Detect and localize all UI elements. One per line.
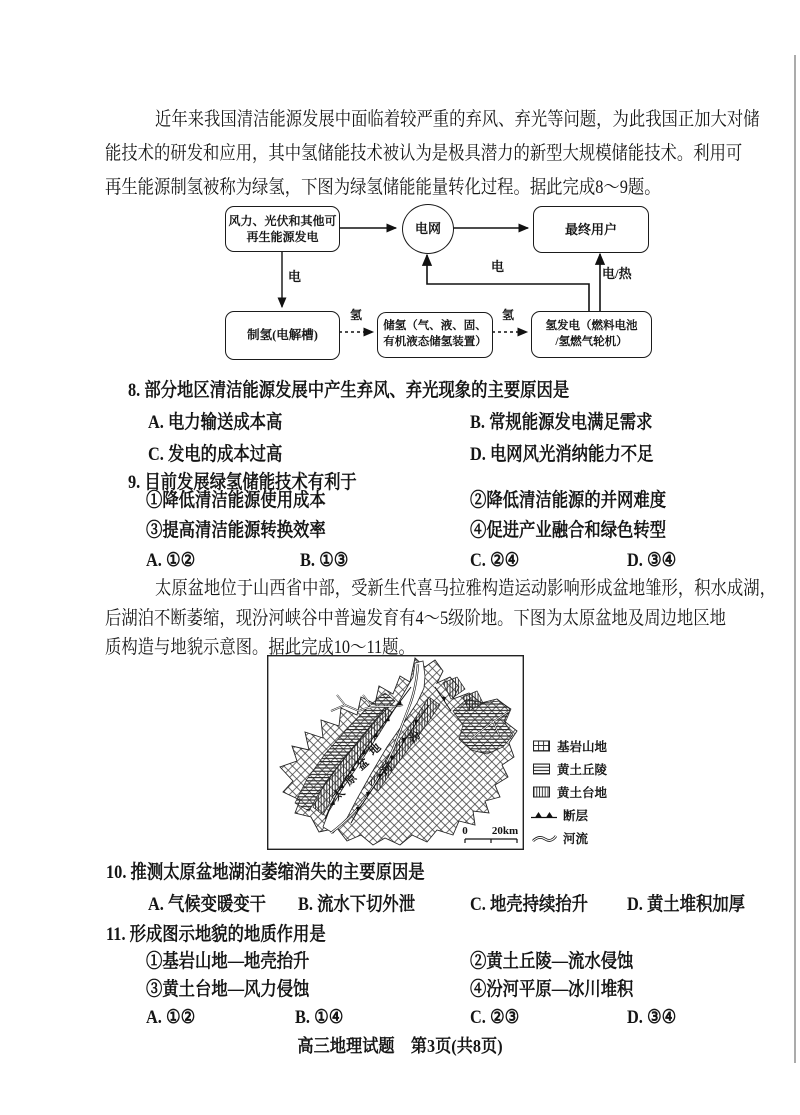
question-11-answer-a: A. ①② (146, 1007, 196, 1028)
river-char-1: 汾 (407, 729, 424, 746)
question-11-answer-c: C. ②③ (470, 1007, 520, 1028)
question-11-answer-d: D. ③④ (627, 1007, 677, 1028)
basin-char-2: 原 (342, 771, 360, 789)
legend-swatch-bedrock (533, 740, 551, 752)
question-9-stem: 9. 目前发展绿氢储能技术有利于 (128, 472, 357, 493)
scale-bar (465, 839, 517, 843)
river-char-2: 河 (379, 761, 396, 778)
node-generation-line1: 氢发电（燃料电池 (545, 319, 638, 332)
question-9-sub4: ④促进产业融合和绿色转型 (470, 520, 667, 541)
legend-label-river: 河流 (563, 832, 589, 846)
taiyuan-basin-map (267, 655, 524, 850)
question-9-answer-a: A. ①② (146, 550, 196, 571)
intro2-line2: 后湖泊不断萎缩，现汾河峡谷中普遍发育有4～5级阶地。下图为太原盆地及周边地区地 (105, 608, 726, 629)
node-generation-line2: /氢燃气轮机） (555, 335, 628, 348)
intro1-line1: 近年来我国清洁能源发展中面临着较严重的弃风、弃光等问题，为此我国正加大对储 (155, 109, 760, 130)
legend-swatch-loess-tableland (533, 786, 551, 798)
node-hydrogen-production (225, 311, 340, 360)
legend-label-loess-hills: 黄土丘陵 (557, 763, 608, 777)
legend-item-river (531, 829, 588, 847)
node-grid-label: 电网 (414, 221, 441, 237)
node-electrolyzer-label: 制氢(电解槽) (247, 328, 318, 343)
question-9-answer-d: D. ③④ (627, 550, 677, 571)
node-end-user-label: 最终用户 (564, 221, 617, 237)
basin-char-1: 太 (330, 786, 348, 804)
question-9-answer-b: B. ①③ (300, 550, 349, 571)
question-8-stem: 8. 部分地区清洁能源发展中产生弃风、弃光现象的主要原因是 (128, 380, 570, 401)
node-end-user (533, 206, 649, 253)
question-8-option-b: B. 常规能源发电满足需求 (470, 412, 653, 433)
node-renewable-line1: 风力、光伏和其他可 (228, 213, 337, 228)
legend-label-bedrock: 基岩山地 (557, 740, 608, 754)
node-storage-line2: 有机液态储氢装置） (383, 336, 487, 348)
edge-label-electricity-down: 电 (288, 269, 302, 284)
question-11-answer-b: B. ①④ (295, 1007, 344, 1028)
legend-label-loess-tableland: 黄土台地 (557, 786, 608, 800)
node-storage-line1: 储氢（气、液、固、 (383, 320, 487, 333)
question-9-sub2: ②降低清洁能源的并网难度 (470, 490, 667, 511)
question-8-option-c: C. 发电的成本过高 (148, 444, 283, 465)
legend-label-fault: 断层 (563, 809, 589, 823)
question-10-option-d: D. 黄土堆积加厚 (627, 894, 746, 915)
basin-char-4: 地 (366, 741, 384, 759)
question-9-sub1: ①降低清洁能源使用成本 (146, 490, 326, 511)
intro2-line3: 质构造与地貌示意图。据此完成10～11题。 (105, 637, 415, 658)
arrow-generation-to-grid (427, 255, 589, 311)
edge-label-electricity-heat: 电/热 (602, 266, 632, 281)
question-10-option-c: C. 地壳持续抬升 (470, 894, 589, 915)
legend-item-loess-hills (533, 760, 607, 778)
question-11-stem: 11. 形成图示地貌的地质作用是 (106, 924, 326, 945)
question-8-option-d: D. 电网风光消纳能力不足 (470, 444, 654, 465)
edge-label-hydrogen-left: 氢 (350, 308, 363, 322)
question-11-sub1: ①基岩山地—地壳抬升 (146, 951, 310, 972)
question-11-sub4: ④汾河平原—冰川堆积 (470, 979, 634, 1000)
intro1-line2: 能技术的研发和应用，其中氢储能技术被认为是极具潜力的新型大规模储能技术。利用可 (105, 143, 743, 164)
legend-item-bedrock (533, 737, 607, 755)
scale-label: 20km (491, 825, 519, 837)
question-11-sub2: ②黄土丘陵—流水侵蚀 (470, 951, 634, 972)
edge-label-electricity-to-grid: 电 (491, 259, 505, 274)
page-footer-text: 高三地理试题 第3页(共8页) (297, 1036, 503, 1056)
legend-item-fault (531, 806, 588, 824)
node-renewable-line2: 再生能源发电 (246, 230, 319, 244)
question-10-option-a: A. 气候变暖变干 (148, 894, 267, 915)
question-9-sub3: ③提高清洁能源转换效率 (146, 520, 326, 541)
legend-swatch-river (531, 832, 557, 845)
question-9-answer-c: C. ②④ (470, 550, 520, 571)
intro1-line3: 再生能源制氢被称为绿氢，下图为绿氢储能能量转化过程。据此完成8～9题。 (105, 177, 661, 198)
scale-zero: 0 (462, 825, 468, 837)
node-renewable-generation (225, 206, 340, 252)
basin-char-3: 盆 (354, 756, 372, 774)
node-hydrogen-storage (377, 312, 493, 358)
intro2-line1: 太原盆地位于山西省中部，受新生代喜马拉雅构造运动影响形成盆地雏形，积水成湖， (155, 578, 776, 599)
page-edge-line (794, 55, 796, 1063)
edge-label-hydrogen-right: 氢 (502, 308, 515, 322)
node-hydrogen-generation (531, 311, 652, 358)
question-11-sub3: ③黄土台地—风力侵蚀 (146, 979, 310, 1000)
question-10-option-b: B. 流水下切外泄 (298, 894, 416, 915)
legend-swatch-loess-hills (533, 763, 551, 775)
node-power-grid (402, 204, 454, 254)
legend-item-loess-tableland (533, 783, 607, 801)
legend-swatch-fault (531, 809, 557, 821)
question-10-stem: 10. 推测太原盆地湖泊萎缩消失的主要原因是 (106, 862, 425, 883)
page-footer (0, 1032, 800, 1058)
question-8-option-a: A. 电力输送成本高 (148, 412, 283, 433)
